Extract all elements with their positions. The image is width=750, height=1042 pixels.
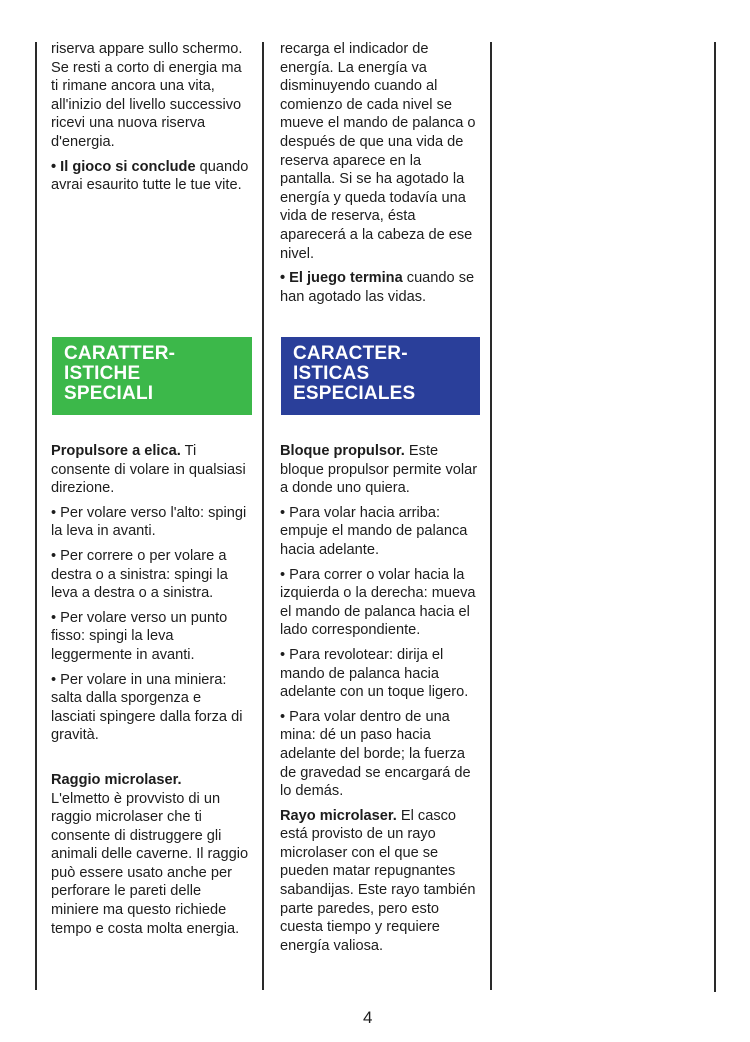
spanish-game-over xyxy=(280,269,480,306)
italian-bullet: • Per volare verso un punto fisso: spingi la leva leggermente in avanti. xyxy=(51,609,228,663)
column-rule-1 xyxy=(35,42,37,990)
spanish-laser-title: Rayo microlaser. xyxy=(280,807,397,824)
italian-heading-line-2: ISTICHE xyxy=(64,363,141,384)
page-number: 4 xyxy=(363,1008,373,1027)
spanish-bullet: • Para correr o volar hacia la izquierda o la derecha: mueva el mando de palanca hacia el lado correspondiente. xyxy=(280,566,476,639)
spanish-intro: recarga el indicador de energía. La energía va disminuyendo cuando al comienzo de cada nivel se mueve el mando de palanca o después de que una vida de reserva aparece en la pantalla. Si se ha agotado la energía y queda todavía una vida de reserva, ésta aparecerá a la cabeza de ese nivel. xyxy=(280,41,476,262)
italian-laser-text: L'elmetto è provvisto di un raggio microlaser che ti consente di distruggere gli animali delle caverne. Il raggio può essere usato anche per perforare le pareti delle miniere ma questo richiede tempo e costa molta energia. xyxy=(51,790,249,937)
italian-laser-title-text: Raggio microlaser. xyxy=(51,771,182,788)
italian-column xyxy=(51,40,249,201)
italian-propulsor-title: Propulsore a elica. xyxy=(51,443,181,459)
italian-bullet: • Per volare verso l'alto: spingi la leva in avanti. xyxy=(51,504,247,540)
italian-bullet: • Per correre o per volare a destra o a sinistra: spingi la leva a destra o a sinistra. xyxy=(51,547,228,602)
italian-laser-title xyxy=(51,771,249,790)
italian-intro: riserva appare sullo schermo. Se resti a corto di energia ma ti rimane ancora una vita, all'inizio del livello successivo ricevi una nuova riserva d'energia. xyxy=(51,41,243,150)
spanish-laser-text: El casco está provisto de un rayo microlaser con el que se pueden matar repugnantes sabandijas. Este rayo también parte paredes, pero esto cuesta tiempo y requiere energía valiosa. xyxy=(280,807,476,954)
spanish-laser xyxy=(280,807,480,956)
italian-game-over xyxy=(51,158,249,195)
spanish-propulsor-title: Bloque propulsor. xyxy=(280,443,405,459)
spanish-features xyxy=(280,442,480,955)
italian-heading-line-1: CARATTER- xyxy=(64,343,176,364)
spanish-game-over-text: cuando se han agotado las vidas. xyxy=(280,270,475,305)
spanish-section-heading xyxy=(281,337,480,415)
spanish-bullet: • Para volar hacia arriba: empuje el mando de palanca hacia adelante. xyxy=(280,504,468,558)
italian-propulsor-text: Ti consente di volare in qualsiasi direzione. xyxy=(51,443,246,497)
italian-game-over-title: • Il gioco si conclude xyxy=(51,158,196,175)
italian-propulsor xyxy=(51,442,249,498)
italian-bullet: • Per volare in una miniera: salta dalla sporgenza e lasciati spingere dalla forza di gravità. xyxy=(51,671,243,744)
spanish-column xyxy=(280,40,480,312)
spanish-heading-line-1: CARACTER- xyxy=(293,343,408,364)
spanish-game-over-title: • El juego termina xyxy=(280,270,403,287)
spanish-propulsor xyxy=(280,442,480,498)
column-rule-3 xyxy=(490,42,492,990)
spanish-propulsor-text: Este bloque propulsor permite volar a donde uno quiera. xyxy=(280,443,478,497)
italian-section-heading xyxy=(52,337,252,415)
italian-features xyxy=(51,442,249,938)
italian-game-over-text: quando avrai esaurito tutte le tue vite. xyxy=(51,158,249,194)
spanish-heading-line-3: ESPECIALES xyxy=(293,383,416,404)
italian-heading-line-3: SPECIALI xyxy=(64,383,154,404)
spanish-bullet: • Para revolotear: dirija el mando de palanca hacia adelante con un toque ligero. xyxy=(280,646,469,701)
spanish-heading-line-2: ISTICAS xyxy=(293,363,370,384)
spanish-bullet: • Para volar dentro de una mina: dé un paso hacia adelante del borde; la fuerza de gravedad se encargará de lo demás. xyxy=(280,708,471,800)
column-rule-4 xyxy=(714,42,716,992)
column-rule-2 xyxy=(262,42,264,990)
